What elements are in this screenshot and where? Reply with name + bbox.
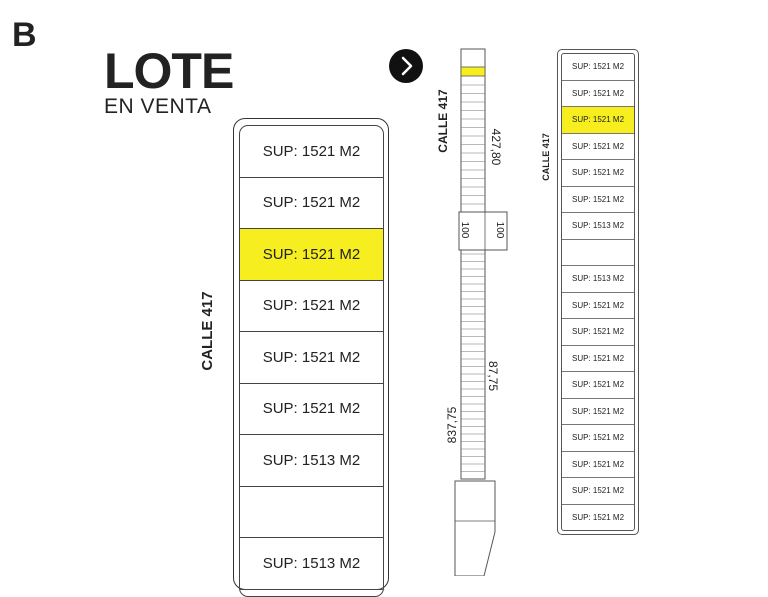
lot-area-label: SUP: 1513 M2 bbox=[262, 451, 361, 469]
list-lot-area-label: SUP: 1521 M2 bbox=[571, 353, 625, 363]
lot-cell[interactable] bbox=[240, 487, 383, 539]
lot-plan-list-lots bbox=[561, 53, 635, 531]
lot-area-label: SUP: 1521 M2 bbox=[262, 142, 361, 160]
list-lot-cell[interactable] bbox=[562, 240, 634, 267]
lot-cell[interactable] bbox=[240, 384, 383, 436]
next-button[interactable] bbox=[389, 49, 423, 83]
street-label-site: CALLE 417 bbox=[436, 89, 450, 153]
lot-cell[interactable] bbox=[240, 332, 383, 384]
list-lot-cell[interactable] bbox=[562, 372, 634, 399]
lot-cell[interactable] bbox=[240, 178, 383, 230]
list-lot-cell[interactable] bbox=[562, 346, 634, 373]
dim-width-right: 100 bbox=[494, 221, 505, 239]
list-lot-area-label: SUP: 1521 M2 bbox=[571, 380, 625, 390]
lot-area-label: SUP: 1521 M2 bbox=[262, 400, 361, 418]
list-lot-area-label: SUP: 1521 M2 bbox=[571, 433, 625, 443]
list-lot-area-label: SUP: 1513 M2 bbox=[571, 221, 625, 231]
list-lot-area-label: SUP: 1521 M2 bbox=[571, 168, 625, 178]
page-title: LOTE bbox=[104, 43, 234, 99]
list-lot-area-label: SUP: 1513 M2 bbox=[571, 274, 625, 284]
lot-plan-list bbox=[557, 49, 639, 535]
lot-cell[interactable] bbox=[240, 126, 383, 178]
list-lot-area-label: SUP: 1521 M2 bbox=[571, 300, 625, 310]
list-lot-cell[interactable] bbox=[562, 187, 634, 214]
list-lot-cell[interactable] bbox=[562, 505, 634, 532]
list-lot-cell[interactable] bbox=[562, 213, 634, 240]
lot-cell[interactable] bbox=[240, 435, 383, 487]
lot-area-label: SUP: 1513 M2 bbox=[262, 554, 361, 572]
list-lot-area-label: SUP: 1521 M2 bbox=[571, 88, 625, 98]
list-lot-cell[interactable] bbox=[562, 452, 634, 479]
lot-plan-main-lots bbox=[239, 125, 384, 597]
dim-total-length: 837,75 bbox=[445, 406, 459, 444]
dim-width-left: 100 bbox=[459, 221, 470, 239]
site-bottom-block bbox=[455, 481, 495, 576]
lot-cell[interactable] bbox=[240, 538, 383, 590]
lot-area-label: SUP: 1521 M2 bbox=[262, 348, 361, 366]
list-lot-area-label: SUP: 1521 M2 bbox=[571, 62, 625, 72]
list-lot-area-label: SUP: 1521 M2 bbox=[571, 406, 625, 416]
list-lot-cell[interactable] bbox=[562, 81, 634, 108]
lot-cell-highlighted[interactable] bbox=[240, 229, 383, 281]
list-lot-cell[interactable] bbox=[562, 399, 634, 426]
list-lot-cell[interactable] bbox=[562, 478, 634, 505]
list-lot-cell[interactable] bbox=[562, 319, 634, 346]
lot-area-label: SUP: 1521 M2 bbox=[262, 297, 361, 315]
lot-area-label: SUP: 1521 M2 bbox=[262, 194, 361, 212]
list-lot-cell-highlighted[interactable] bbox=[562, 107, 634, 134]
page-subtitle: EN VENTA bbox=[104, 95, 212, 118]
list-lot-cell[interactable] bbox=[562, 160, 634, 187]
lot-area-label: SUP: 1521 M2 bbox=[262, 245, 361, 263]
list-lot-area-label: SUP: 1521 M2 bbox=[571, 115, 625, 125]
section-badge: B bbox=[12, 16, 36, 54]
site-strip-outline bbox=[461, 49, 485, 479]
chevron-right-icon bbox=[389, 49, 423, 83]
list-lot-cell[interactable] bbox=[562, 293, 634, 320]
list-lot-cell[interactable] bbox=[562, 266, 634, 293]
lot-cell[interactable] bbox=[240, 281, 383, 333]
list-lot-cell[interactable] bbox=[562, 134, 634, 161]
street-label-list: CALLE 417 bbox=[541, 133, 551, 181]
dim-mid-length: 87,75 bbox=[486, 360, 500, 392]
list-lot-area-label: SUP: 1521 M2 bbox=[571, 327, 625, 337]
list-lot-area-label: SUP: 1521 M2 bbox=[571, 141, 625, 151]
list-lot-area-label: SUP: 1521 M2 bbox=[571, 486, 625, 496]
dim-top-length: 427,80 bbox=[489, 128, 503, 166]
site-plan-drawing bbox=[440, 40, 540, 576]
street-label-main: CALLE 417 bbox=[199, 291, 216, 371]
lot-plan-main bbox=[233, 118, 389, 590]
list-lot-area-label: SUP: 1521 M2 bbox=[571, 194, 625, 204]
list-lot-area-label: SUP: 1521 M2 bbox=[571, 512, 625, 522]
list-lot-cell[interactable] bbox=[562, 425, 634, 452]
list-lot-cell[interactable] bbox=[562, 54, 634, 81]
site-strip-highlight-lot bbox=[461, 67, 485, 76]
list-lot-area-label: SUP: 1521 M2 bbox=[571, 459, 625, 469]
